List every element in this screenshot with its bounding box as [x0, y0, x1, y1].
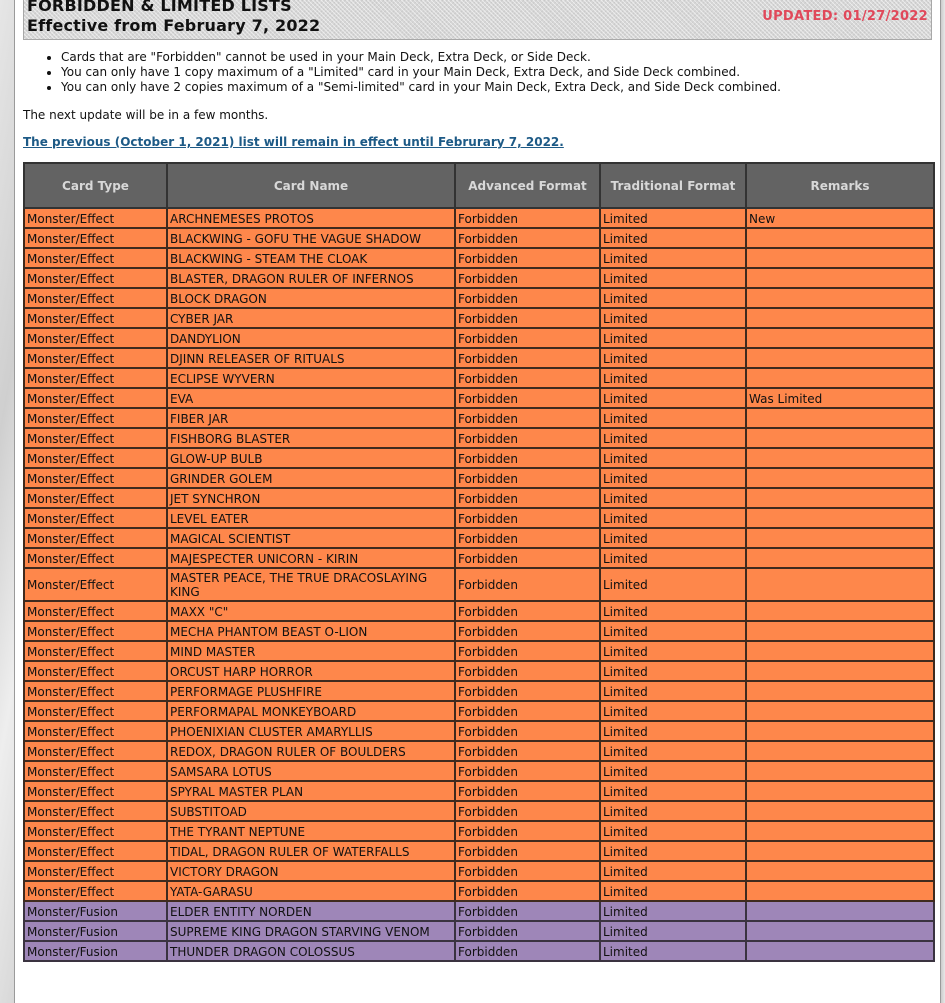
cell-traditional-format: Limited: [600, 288, 746, 308]
cell-remarks: [746, 468, 934, 488]
table-row: [24, 308, 934, 328]
table-row: [24, 921, 934, 941]
cell-advanced-format: Forbidden: [455, 528, 600, 548]
cell-advanced-format: Forbidden: [455, 641, 600, 661]
cell-card-name: ECLIPSE WYVERN: [167, 368, 455, 388]
cell-card-type: Monster/Effect: [24, 308, 167, 328]
cell-remarks: [746, 621, 934, 641]
cell-advanced-format: Forbidden: [455, 841, 600, 861]
cell-card-type: Monster/Effect: [24, 328, 167, 348]
cell-advanced-format: Forbidden: [455, 721, 600, 741]
effective-date: Effective from February 7, 2022: [27, 16, 321, 35]
rule-forbidden: • Cards that are "Forbidden" cannot be used in your Main Deck, Extra Deck, or Side Deck.: [61, 50, 781, 65]
cell-traditional-format: Limited: [600, 721, 746, 741]
cell-card-name: SAMSARA LOTUS: [167, 761, 455, 781]
table-row: [24, 841, 934, 861]
cell-traditional-format: Limited: [600, 208, 746, 228]
cell-traditional-format: Limited: [600, 468, 746, 488]
cell-advanced-format: Forbidden: [455, 288, 600, 308]
table-row: [24, 468, 934, 488]
cell-traditional-format: Limited: [600, 841, 746, 861]
cell-traditional-format: Limited: [600, 368, 746, 388]
page-header: [23, 0, 932, 40]
cell-traditional-format: Limited: [600, 528, 746, 548]
cell-remarks: [746, 488, 934, 508]
cell-card-type: Monster/Effect: [24, 228, 167, 248]
cell-card-name: BLOCK DRAGON: [167, 288, 455, 308]
cell-traditional-format: Limited: [600, 228, 746, 248]
column-header-remarks: Remarks: [746, 163, 934, 208]
cell-traditional-format: Limited: [600, 408, 746, 428]
cell-card-type: Monster/Effect: [24, 761, 167, 781]
cell-traditional-format: Limited: [600, 801, 746, 821]
table-row: [24, 641, 934, 661]
cell-card-type: Monster/Effect: [24, 468, 167, 488]
cell-advanced-format: Forbidden: [455, 761, 600, 781]
cell-card-name: ELDER ENTITY NORDEN: [167, 901, 455, 921]
cell-advanced-format: Forbidden: [455, 601, 600, 621]
cell-traditional-format: Limited: [600, 388, 746, 408]
table-row: [24, 208, 934, 228]
cell-remarks: [746, 941, 934, 961]
table-row: [24, 248, 934, 268]
cell-advanced-format: Forbidden: [455, 661, 600, 681]
cell-advanced-format: Forbidden: [455, 801, 600, 821]
next-update-note: The next update will be in a few months.: [23, 108, 269, 122]
cell-traditional-format: Limited: [600, 701, 746, 721]
cell-card-name: DANDYLION: [167, 328, 455, 348]
cell-card-type: Monster/Effect: [24, 781, 167, 801]
cell-card-name: CYBER JAR: [167, 308, 455, 328]
table-row: [24, 941, 934, 961]
table-row: [24, 568, 934, 601]
table-row: [24, 661, 934, 681]
cell-traditional-format: Limited: [600, 568, 746, 601]
cell-card-name: SUPREME KING DRAGON STARVING VENOM: [167, 921, 455, 941]
cell-traditional-format: Limited: [600, 601, 746, 621]
table-row: [24, 508, 934, 528]
cell-remarks: [746, 601, 934, 621]
cell-advanced-format: Forbidden: [455, 941, 600, 961]
cell-card-type: Monster/Effect: [24, 348, 167, 368]
table-row: [24, 781, 934, 801]
cell-card-type: Monster/Effect: [24, 841, 167, 861]
table-row: [24, 348, 934, 368]
cell-card-name: FIBER JAR: [167, 408, 455, 428]
cell-traditional-format: Limited: [600, 268, 746, 288]
cell-card-name: ORCUST HARP HORROR: [167, 661, 455, 681]
cell-card-name: TIDAL, DRAGON RULER OF WATERFALLS: [167, 841, 455, 861]
column-header-traditional-format: Traditional Format: [600, 163, 746, 208]
cell-card-type: Monster/Effect: [24, 601, 167, 621]
cell-card-name: MECHA PHANTOM BEAST O-LION: [167, 621, 455, 641]
cell-card-name: FISHBORG BLASTER: [167, 428, 455, 448]
cell-traditional-format: Limited: [600, 781, 746, 801]
cell-card-name: LEVEL EATER: [167, 508, 455, 528]
cell-card-name: REDOX, DRAGON RULER OF BOULDERS: [167, 741, 455, 761]
column-header-card-name: Card Name: [167, 163, 455, 208]
cell-card-name: MIND MASTER: [167, 641, 455, 661]
cell-traditional-format: Limited: [600, 508, 746, 528]
cell-card-type: Monster/Effect: [24, 288, 167, 308]
cell-remarks: [746, 228, 934, 248]
table-row: [24, 701, 934, 721]
cell-traditional-format: Limited: [600, 348, 746, 368]
table-row: [24, 548, 934, 568]
table-row: [24, 328, 934, 348]
cell-remarks: New: [746, 208, 934, 228]
cell-card-name: MAXX "C": [167, 601, 455, 621]
cell-advanced-format: Forbidden: [455, 681, 600, 701]
cell-card-name: JET SYNCHRON: [167, 488, 455, 508]
cell-remarks: [746, 368, 934, 388]
table-row: [24, 408, 934, 428]
cell-card-name: BLACKWING - STEAM THE CLOAK: [167, 248, 455, 268]
cell-traditional-format: Limited: [600, 428, 746, 448]
cell-traditional-format: Limited: [600, 548, 746, 568]
cell-card-type: Monster/Effect: [24, 428, 167, 448]
cell-advanced-format: Forbidden: [455, 701, 600, 721]
cell-remarks: [746, 548, 934, 568]
cell-advanced-format: Forbidden: [455, 508, 600, 528]
cell-advanced-format: Forbidden: [455, 308, 600, 328]
cell-traditional-format: Limited: [600, 921, 746, 941]
cell-card-type: Monster/Fusion: [24, 921, 167, 941]
table-row: [24, 448, 934, 468]
table-row: [24, 681, 934, 701]
table-row: [24, 801, 934, 821]
table-row: [24, 901, 934, 921]
cell-card-name: DJINN RELEASER OF RITUALS: [167, 348, 455, 368]
cell-traditional-format: Limited: [600, 328, 746, 348]
cell-remarks: [746, 901, 934, 921]
cell-advanced-format: Forbidden: [455, 428, 600, 448]
table-row: [24, 721, 934, 741]
page-title: FORBIDDEN & LIMITED LISTS: [27, 0, 292, 15]
cell-card-name: BLASTER, DRAGON RULER OF INFERNOS: [167, 268, 455, 288]
cell-card-name: SUBSTITOAD: [167, 801, 455, 821]
cell-card-name: PERFORMAPAL MONKEYBOARD: [167, 701, 455, 721]
cell-remarks: [746, 681, 934, 701]
cell-remarks: [746, 348, 934, 368]
cell-advanced-format: Forbidden: [455, 921, 600, 941]
cell-remarks: [746, 801, 934, 821]
cell-card-name: ARCHNEMESES PROTOS: [167, 208, 455, 228]
cell-advanced-format: Forbidden: [455, 901, 600, 921]
table-row: [24, 741, 934, 761]
cell-traditional-format: Limited: [600, 941, 746, 961]
rule-limited: • You can only have 1 copy maximum of a "Limited" card in your Main Deck, Extra Deck, and Side Deck combined.: [61, 65, 781, 80]
cell-advanced-format: Forbidden: [455, 268, 600, 288]
table-row: [24, 488, 934, 508]
cell-remarks: [746, 428, 934, 448]
cell-advanced-format: Forbidden: [455, 621, 600, 641]
cell-card-type: Monster/Effect: [24, 408, 167, 428]
cell-card-name: SPYRAL MASTER PLAN: [167, 781, 455, 801]
cell-card-type: Monster/Effect: [24, 548, 167, 568]
cell-traditional-format: Limited: [600, 901, 746, 921]
table-row: [24, 821, 934, 841]
table-row: [24, 368, 934, 388]
cell-remarks: Was Limited: [746, 388, 934, 408]
cell-card-type: Monster/Effect: [24, 701, 167, 721]
table-row: [24, 528, 934, 548]
cell-card-name: MASTER PEACE, THE TRUE DRACOSLAYING KING: [167, 568, 455, 601]
cell-advanced-format: Forbidden: [455, 741, 600, 761]
cell-traditional-format: Limited: [600, 741, 746, 761]
forbidden-limited-table: [23, 162, 935, 962]
cell-advanced-format: Forbidden: [455, 328, 600, 348]
cell-remarks: [746, 288, 934, 308]
cell-advanced-format: Forbidden: [455, 568, 600, 601]
cell-card-type: Monster/Effect: [24, 388, 167, 408]
cell-remarks: [746, 881, 934, 901]
updated-date: UPDATED: 01/27/2022: [762, 9, 928, 24]
cell-card-type: Monster/Effect: [24, 621, 167, 641]
cell-card-type: Monster/Effect: [24, 268, 167, 288]
table-row: [24, 288, 934, 308]
cell-card-name: EVA: [167, 388, 455, 408]
column-header-advanced-format: Advanced Format: [455, 163, 600, 208]
table-row: [24, 861, 934, 881]
cell-card-type: Monster/Effect: [24, 881, 167, 901]
cell-remarks: [746, 741, 934, 761]
rules-list: [23, 50, 781, 95]
cell-traditional-format: Limited: [600, 681, 746, 701]
cell-card-type: Monster/Effect: [24, 861, 167, 881]
cell-traditional-format: Limited: [600, 248, 746, 268]
table-row: [24, 601, 934, 621]
cell-remarks: [746, 721, 934, 741]
table-row: [24, 388, 934, 408]
cell-card-name: MAJESPECTER UNICORN - KIRIN: [167, 548, 455, 568]
cell-remarks: [746, 268, 934, 288]
cell-card-type: Monster/Effect: [24, 681, 167, 701]
cell-advanced-format: Forbidden: [455, 348, 600, 368]
cell-card-name: VICTORY DRAGON: [167, 861, 455, 881]
cell-card-name: THUNDER DRAGON COLOSSUS: [167, 941, 455, 961]
cell-advanced-format: Forbidden: [455, 208, 600, 228]
cell-remarks: [746, 328, 934, 348]
cell-remarks: [746, 248, 934, 268]
table-row: [24, 428, 934, 448]
cell-traditional-format: Limited: [600, 881, 746, 901]
cell-remarks: [746, 568, 934, 601]
cell-remarks: [746, 841, 934, 861]
table-row: [24, 881, 934, 901]
cell-traditional-format: Limited: [600, 621, 746, 641]
cell-advanced-format: Forbidden: [455, 881, 600, 901]
cell-card-type: Monster/Effect: [24, 721, 167, 741]
cell-advanced-format: Forbidden: [455, 821, 600, 841]
cell-traditional-format: Limited: [600, 761, 746, 781]
rule-semi-limited: • You can only have 2 copies maximum of a "Semi-limited" card in your Main Deck, Extra Deck, and Side Deck combined.: [61, 80, 781, 95]
cell-advanced-format: Forbidden: [455, 448, 600, 468]
cell-card-name: YATA-GARASU: [167, 881, 455, 901]
cell-remarks: [746, 528, 934, 548]
cell-advanced-format: Forbidden: [455, 228, 600, 248]
cell-card-type: Monster/Fusion: [24, 901, 167, 921]
cell-card-type: Monster/Effect: [24, 641, 167, 661]
cell-traditional-format: Limited: [600, 308, 746, 328]
cell-card-name: THE TYRANT NEPTUNE: [167, 821, 455, 841]
cell-advanced-format: Forbidden: [455, 488, 600, 508]
column-header-card-type: Card Type: [24, 163, 167, 208]
cell-remarks: [746, 508, 934, 528]
cell-card-name: GRINDER GOLEM: [167, 468, 455, 488]
cell-card-type: Monster/Effect: [24, 208, 167, 228]
cell-remarks: [746, 921, 934, 941]
cell-advanced-format: Forbidden: [455, 248, 600, 268]
cell-traditional-format: Limited: [600, 448, 746, 468]
cell-remarks: [746, 761, 934, 781]
cell-advanced-format: Forbidden: [455, 781, 600, 801]
cell-traditional-format: Limited: [600, 488, 746, 508]
cell-traditional-format: Limited: [600, 661, 746, 681]
cell-remarks: [746, 661, 934, 681]
cell-remarks: [746, 701, 934, 721]
main-content: [14, 0, 941, 1003]
cell-card-name: GLOW-UP BULB: [167, 448, 455, 468]
cell-card-type: Monster/Effect: [24, 821, 167, 841]
cell-card-name: MAGICAL SCIENTIST: [167, 528, 455, 548]
cell-card-type: Monster/Effect: [24, 661, 167, 681]
cell-advanced-format: Forbidden: [455, 408, 600, 428]
cell-remarks: [746, 408, 934, 428]
cell-card-type: Monster/Effect: [24, 248, 167, 268]
cell-remarks: [746, 861, 934, 881]
cell-advanced-format: Forbidden: [455, 468, 600, 488]
cell-card-type: Monster/Effect: [24, 528, 167, 548]
cell-advanced-format: Forbidden: [455, 368, 600, 388]
page-background-left: [0, 0, 14, 1003]
cell-remarks: [746, 308, 934, 328]
cell-traditional-format: Limited: [600, 861, 746, 881]
cell-remarks: [746, 821, 934, 841]
cell-card-name: PHOENIXIAN CLUSTER AMARYLLIS: [167, 721, 455, 741]
table-row: [24, 761, 934, 781]
cell-remarks: [746, 641, 934, 661]
cell-advanced-format: Forbidden: [455, 388, 600, 408]
table-row: [24, 621, 934, 641]
table-body: [24, 208, 934, 961]
cell-advanced-format: Forbidden: [455, 548, 600, 568]
table-row: [24, 268, 934, 288]
cell-card-type: Monster/Effect: [24, 488, 167, 508]
cell-card-type: Monster/Effect: [24, 741, 167, 761]
cell-card-name: BLACKWING - GOFU THE VAGUE SHADOW: [167, 228, 455, 248]
cell-traditional-format: Limited: [600, 821, 746, 841]
table-header-row: [24, 163, 934, 208]
cell-card-type: Monster/Effect: [24, 508, 167, 528]
cell-card-type: Monster/Effect: [24, 801, 167, 821]
cell-traditional-format: Limited: [600, 641, 746, 661]
previous-list-link[interactable]: The previous (October 1, 2021) list will remain in effect until Februrary 7, 2022.: [23, 135, 564, 149]
cell-card-name: PERFORMAGE PLUSHFIRE: [167, 681, 455, 701]
cell-card-type: Monster/Fusion: [24, 941, 167, 961]
cell-advanced-format: Forbidden: [455, 861, 600, 881]
cell-card-type: Monster/Effect: [24, 368, 167, 388]
cell-remarks: [746, 448, 934, 468]
cell-card-type: Monster/Effect: [24, 448, 167, 468]
cell-remarks: [746, 781, 934, 801]
cell-card-type: Monster/Effect: [24, 568, 167, 601]
table-row: [24, 228, 934, 248]
